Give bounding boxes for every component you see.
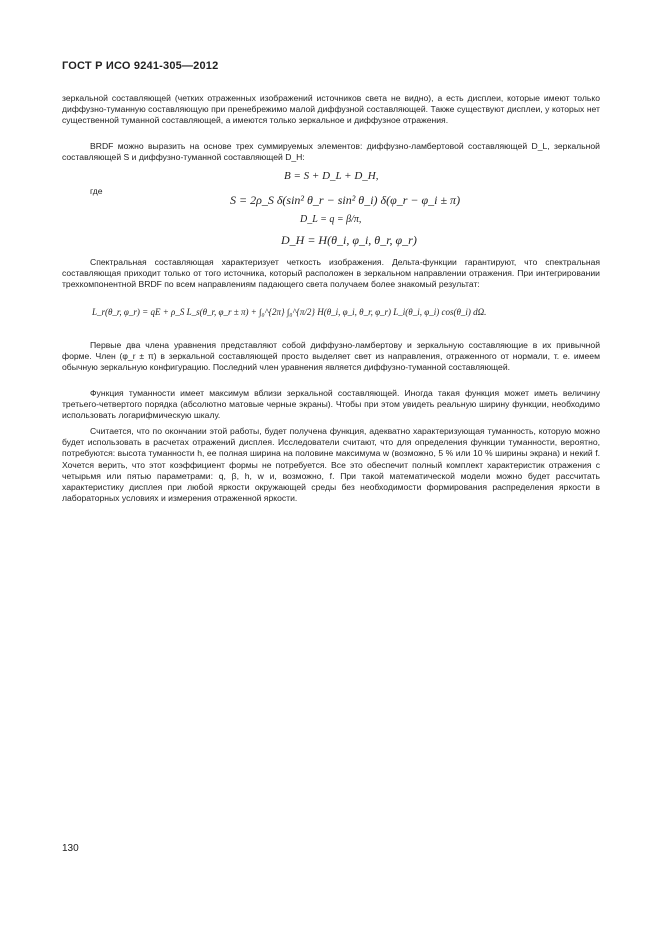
equation-dl: D_L = q = β/π, xyxy=(300,214,362,225)
paragraph-5-text: Функция туманности имеет максимум вблизи зеркальной составляющей. Иногда такая функция может иметь величину третьего-четвертого порядка (абсолютно матовые черные экраны). Чтобы при этом увидеть реальную ширину функции, необходимо использовать логарифмическую шкалу. xyxy=(62,388,600,421)
equation-dh: D_H = H(θ_i, φ_i, θ_r, φ_r) xyxy=(281,233,417,247)
equation-s: S = 2ρ_S δ(sin² θ_r − sin² θ_i) δ(φ_r − φ_i ± π) xyxy=(230,193,461,207)
paragraph-4 xyxy=(62,340,600,374)
page-number: 130 xyxy=(62,843,79,854)
document-header: ГОСТ Р ИСО 9241-305—2012 xyxy=(62,60,219,72)
paragraph-6 xyxy=(62,426,600,504)
paragraph-2-text: BRDF можно выразить на основе трех суммируемых элементов: диффузно-ламбертовой составляющей D_L, зеркальной составляющей S и диффузно-туманной составляющей D_H: xyxy=(62,141,600,163)
equation-b: B = S + D_L + D_H, xyxy=(284,170,379,182)
paragraph-6-text: Считается, что по окончании этой работы, будет получена функция, адекватно характеризующая туманность, которую можно будет использовать в расчетах отражений дисплея. Исследователи считают, что для определения функции туманности, вероятно, потребуются: высота туманности h, ее полная ширина на половине максимума w (возможно, 5 % или 10 % ширины экрана) и некий f. Хочется верить, что этот коэффициент формы не потребуется. Все это обеспечит полный комплект характеристик отражения с четырьмя или пятью параметрами: q, β, h, w и, возможно, f. При такой математической модели можно будет рассчитать характеристику дисплея при любой яркости окружающей среды без необходимости формирования распределения яркости в лабораторных условиях и измерения отраженной яркости. xyxy=(62,426,600,504)
paragraph-3 xyxy=(62,257,600,291)
paragraph-2 xyxy=(62,141,600,163)
paragraph-3-text: Спектральная составляющая характеризует четкость изображения. Дельта-функции гарантируют, что спектральная составляющая приходит только от того источника, который расположен в зеркальном направлении отражения. При интегрировании трехкомпонентной BRDF по всем направлениям падающего света получаем более знакомый результат: xyxy=(62,257,600,290)
equation-lr: L_r(θ_r, φ_r) = qE + ρ_S L_s(θ_r, φ_r ± π) + ∫₀^{2π} ∫₀^{π/2} H(θ_i, φ_i, θ_r, φ_r) L_i(θ_i, φ_i) cos(θ_i) dΩ. xyxy=(92,307,487,317)
paragraph-1-text: зеркальной составляющей (четких отраженных изображений источников света не видно), а есть дисплеи, которые имеют только диффузно-туманную составляющую при пренебрежимо малой диффузной составляющей. Также существуют дисплеи, у которых нет существенной туманной составляющей, а имеются только зеркальное и диффузное отражения. xyxy=(62,93,600,126)
paragraph-5 xyxy=(62,388,600,422)
paragraph-1 xyxy=(62,93,600,127)
where-label: где xyxy=(90,186,103,196)
paragraph-4-text: Первые два члена уравнения представляют собой диффузно-ламбертову и зеркальную составляющие в их привычной форме. Член (φ_r ± π) в зеркальной составляющей просто выделяет свет из направления, отраженного от нормали, т. е. имеем обычную зеркальную конфигурацию. Последний член уравнения является диффузно-туманной составляющей. xyxy=(62,340,600,373)
